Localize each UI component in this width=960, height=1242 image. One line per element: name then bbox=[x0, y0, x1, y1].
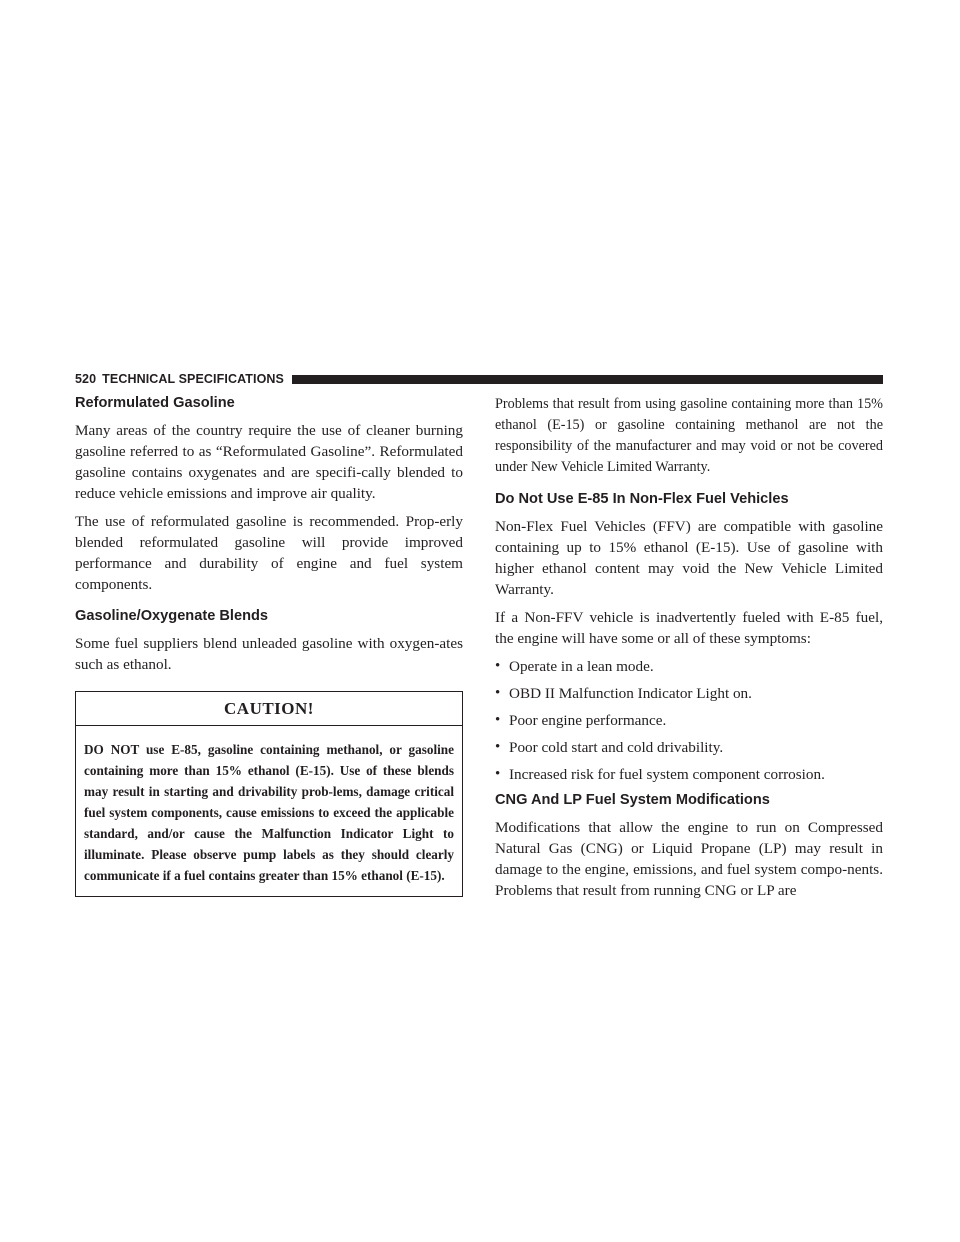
bullet-icon: • bbox=[495, 658, 501, 674]
caution-box bbox=[75, 691, 463, 897]
list-item: • Increased risk for fuel system component corrosion. bbox=[495, 766, 825, 783]
bullet-icon: • bbox=[495, 685, 501, 701]
paragraph-problems-e15: Problems that result from using gasoline containing more than 15% ethanol (E-15) or gasoline containing methanol are not the responsibility of the manufacturer and may void or not be covered under New Vehicle Limited Warranty. bbox=[495, 396, 883, 475]
section-title: TECHNICAL SPECIFICATIONS bbox=[102, 372, 284, 386]
page-header bbox=[75, 371, 883, 387]
bullet-icon: • bbox=[495, 712, 501, 728]
paragraph-non-flex-fuel: Non-Flex Fuel Vehicles (FFV) are compatible with gasoline containing up to 15% ethanol (E-15). Use of gasoline with higher ethanol content may void the New Vehicle Limited Warranty. bbox=[495, 518, 883, 598]
list-item: • Poor engine performance. bbox=[495, 712, 667, 729]
caution-text: DO NOT use E-85, gasoline containing methanol, or gasoline containing more than 15% ethanol (E-15). Use of these blends may result in starting and drivability prob-lems, damage critical fuel system components, cause emissions to exceed the applicable standard, and/or cause the Malfunction Indicator Light to illuminate. Please observe pump labels as they should clearly communicate if a fuel contains greater than 15% ethanol (E-15). bbox=[84, 742, 454, 883]
list-item: • Poor cold start and cold drivability. bbox=[495, 739, 724, 756]
paragraph-cng-lp: Modifications that allow the engine to run on Compressed Natural Gas (CNG) or Liquid Propane (LP) may result in damage to the engine, emissions, and fuel system compo-nents. Problems that result from running CNG or LP are bbox=[495, 819, 883, 899]
paragraph-reformulated-1: Many areas of the country require the use of cleaner burning gasoline referred to as “Reformulated Gasoline”. Reformulated gasoline contains oxygenates and are specifi-cally blended to reduce vehicle emissions and improve air quality. bbox=[75, 422, 463, 502]
list-item: • OBD II Malfunction Indicator Light on. bbox=[495, 685, 752, 702]
right-column bbox=[495, 394, 883, 908]
paragraph-non-ffv-symptoms: If a Non-FFV vehicle is inadvertently fueled with E-85 fuel, the engine will have some or all of these symptoms: bbox=[495, 609, 883, 647]
symptoms-list bbox=[495, 656, 883, 785]
paragraph-oxygenate-blends: Some fuel suppliers blend unleaded gasoline with oxygen-ates such as ethanol. bbox=[75, 635, 463, 673]
heading-reformulated-gasoline: Reformulated Gasoline bbox=[75, 395, 235, 411]
list-item: • Operate in a lean mode. bbox=[495, 658, 654, 675]
left-column bbox=[75, 394, 463, 897]
page-number: 520 bbox=[75, 372, 97, 386]
bullet-icon: • bbox=[495, 766, 501, 782]
header-rule bbox=[292, 375, 883, 384]
caution-title: CAUTION! bbox=[76, 692, 462, 726]
bullet-icon: • bbox=[495, 739, 501, 755]
paragraph-reformulated-2: The use of reformulated gasoline is recommended. Prop-erly blended reformulated gasoline will provide improved performance and durability of engine and fuel system components. bbox=[75, 513, 463, 593]
heading-oxygenate-blends: Gasoline/Oxygenate Blends bbox=[75, 608, 269, 624]
heading-do-not-use-e85: Do Not Use E-85 In Non-Flex Fuel Vehicles bbox=[495, 491, 789, 507]
heading-cng-lp-modifications: CNG And LP Fuel System Modifications bbox=[495, 792, 770, 808]
